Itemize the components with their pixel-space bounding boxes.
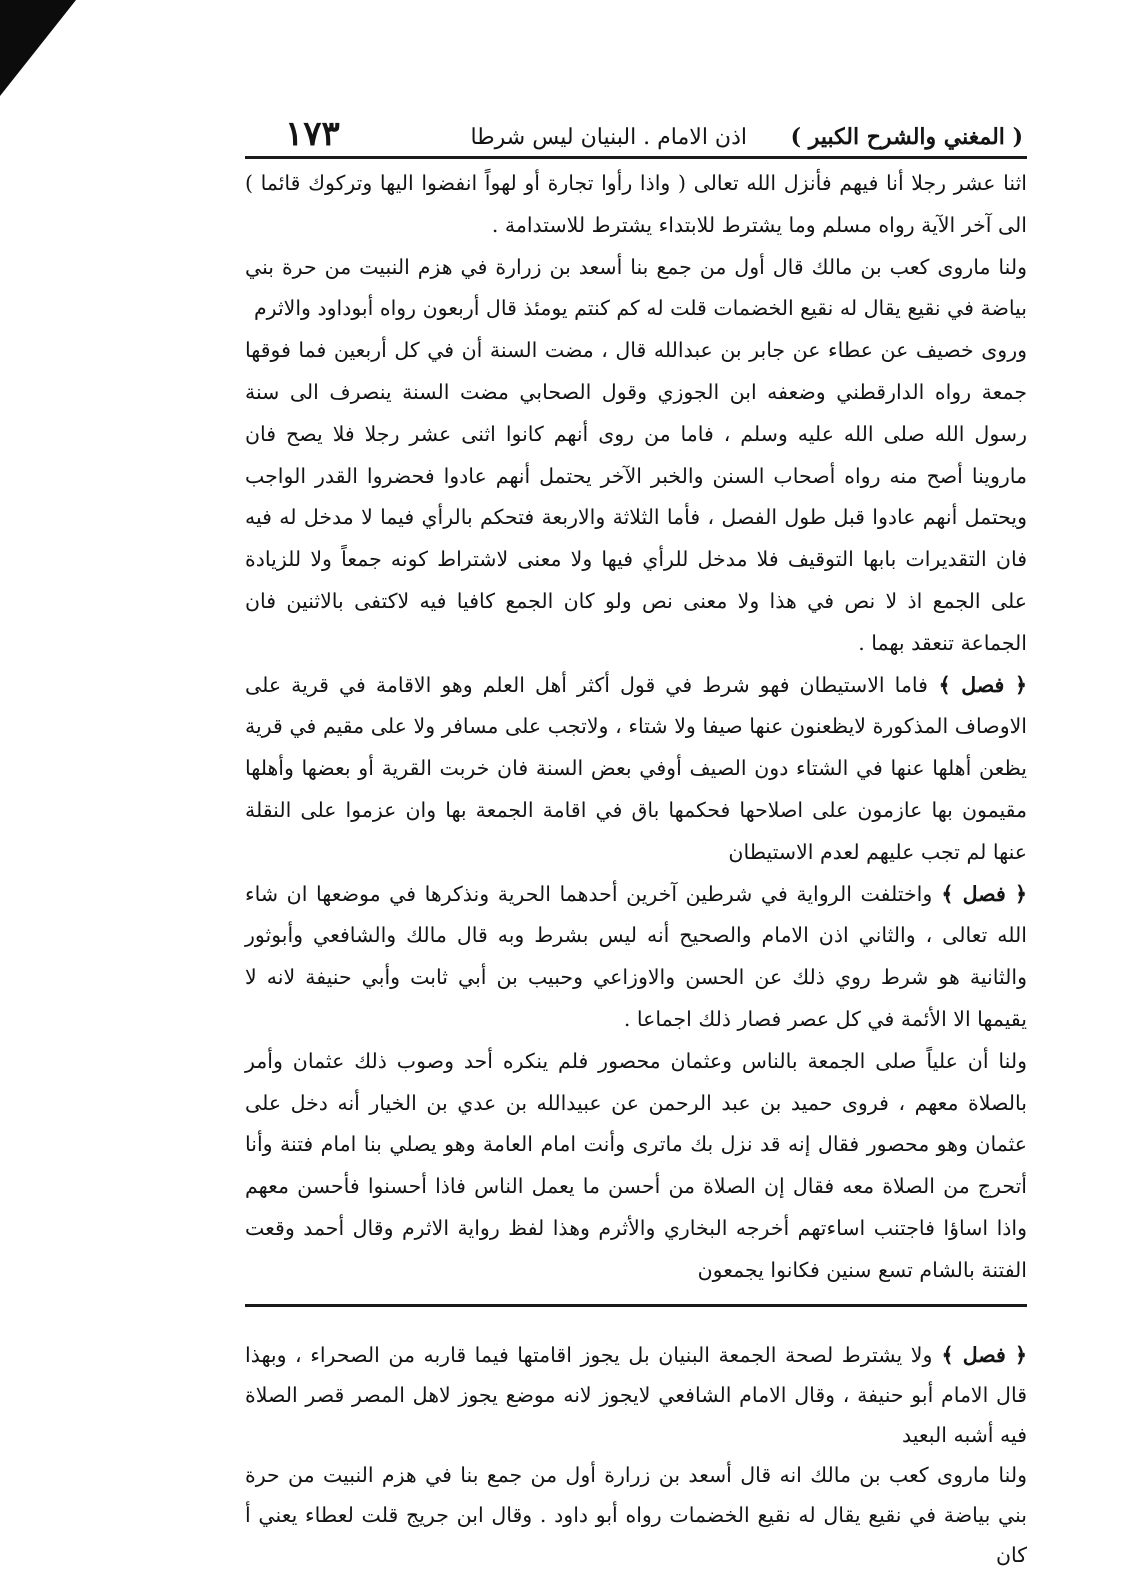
commentary-text (245, 1335, 1027, 1575)
scan-corner-shadow (0, 0, 76, 96)
paragraph-text: واختلفت الرواية في شرطين آخرين أحدهما الحرية ونذكرها في موضعها ان شاء الله تعالى ، والثاني اذن الامام والصحيح أنه ليس بشرط وبه قال مالك والشافعي وأبوثور والثانية هو شرط روي ذلك عن الحسن والاوزاعي وحبيب بن أبي ثابت وأبي حنيفة لانه لا يقيمها الا الأئمة في كل عصر فصار ذلك اجماعا . (245, 881, 1027, 1031)
paragraph (245, 874, 1027, 1041)
section-topic: اذن الامام . البنيان ليس شرطا (470, 125, 747, 150)
paragraph (245, 163, 1027, 247)
paragraph (245, 330, 1027, 664)
section-marker: ﴿ فصل ﴾ (932, 1342, 1027, 1367)
footnote-divider (245, 1304, 1027, 1307)
paragraph-text: ولنا أن علياً صلى الجمعة بالناس وعثمان محصور فلم ينكره أحد وصوب ذلك عثمان وأمر بالصلاة معهم ، فروى حميد بن عبد الرحمن عن عبيدالله بن عدي بن الخيار أنه دخل على عثمان وهو محصور فقال إنه قد نزل بك ماترى وأنت امام العامة وهو يصلي بنا امام فتنة وأنا أتحرج من الصلاة معه فقال إن الصلاة من أحسن ما يعمل الناس فاذا أحسنوا فأحسن معهم واذا اساؤا فاجتنب اساءتهم أخرجه البخاري والأثرم وهذا لفظ رواية الاثرم وقال أحمد وقعت الفتنة بالشام تسع سنين فكانوا يجمعون (245, 1048, 1027, 1282)
paragraph-text: وروى خصيف عن عطاء عن جابر بن عبدالله قال ، مضت السنة أن في كل أربعين فما فوقها جمعة رواه الدارقطني وضعفه ابن الجوزي وقول الصحابي مضت السنة ينصرف الى سنة رسول الله صلى الله عليه وسلم ، فاما من روى أنهم كانوا اثنى عشر رجلا فلا يصح فان ماروينا أصح منه رواه أصحاب السنن والخبر الآخر يحتمل أنهم عادوا فحضروا القدر الواجب ويحتمل أنهم عادوا قبل طول الفصل ، فأما الثلاثة والاربعة فتحكم بالرأي فيما لا مدخل له فيه فان التقديرات بابها التوقيف فلا مدخل للرأي فيها ولا معنى لاشتراط كونه جمعاً ولا للزيادة على الجمع اذ لا نص في هذا ولا معنى نص ولو كان الجمع كافيا فيه لاكتفى بالاثنين فان الجماعة تنعقد بهما . (245, 338, 1027, 655)
paragraph (245, 665, 1027, 874)
paragraph-text: ولنا ماروى كعب بن مالك انه قال أسعد بن زرارة أول من جمع بنا في هزم النبيت من حرة بني بياضة في نقيع يقال له نقيع الخضمات رواه أبو داود . وقال ابن جريج قلت لعطاء يعني أ كان (245, 1462, 1027, 1567)
running-header (245, 112, 1027, 159)
paragraph (245, 1455, 1027, 1575)
page-number: ١٧٣ (285, 114, 340, 154)
main-text (245, 163, 1027, 1292)
book-page (245, 112, 1027, 1575)
book-title: ( المغني والشرح الكبير ) (790, 124, 1023, 150)
paragraph-text: ولنا ماروى كعب بن مالك قال أول من جمع بنا أسعد بن زرارة في هزم النبيت من حرة بني بياضة في نقيع يقال له نقيع الخضمات قلت له كم كنتم يومئذ قال أربعون رواه أبوداود والاثرم (245, 254, 1027, 321)
section-marker: ﴿ فصل ﴾ (927, 672, 1027, 697)
paragraph (245, 247, 1027, 331)
paragraph (245, 1041, 1027, 1292)
paragraph-text: فاما الاستيطان فهو شرط في قول أكثر أهل العلم وهو الاقامة في قرية على الاوصاف المذكورة لايظعنون عنها صيفا ولا شتاء ، ولاتجب على مسافر ولا على مقيم في قرية يظعن أهلها عنها في الشتاء دون الصيف أوفي بعض السنة فان خربت القرية أو بعضها وأهلها مقيمون بها عازمون على اصلاحها فحكمها باق في اقامة الجمعة بها وان عزموا على النقلة عنها لم تجب عليهم لعدم الاستيطان (245, 672, 1027, 864)
paragraph-text: ولا يشترط لصحة الجمعة البنيان بل يجوز اقامتها فيما قاربه من الصحراء ، وبهذا قال الامام أبو حنيفة ، وقال الامام الشافعي لايجوز لانه موضع يجوز لاهل المصر قصر الصلاة فيه أشبه البعيد (245, 1342, 1027, 1447)
paragraph (245, 1335, 1027, 1455)
paragraph-text: اثنا عشر رجلا أنا فيهم فأنزل الله تعالى ( واذا رأوا تجارة أو لهواً انفضوا اليها وتركوك قائما ) الى آخر الآية رواه مسلم وما يشترط للابتداء يشترط للاستدامة . (245, 171, 1027, 237)
section-marker: ﴿ فصل ﴾ (932, 881, 1027, 906)
